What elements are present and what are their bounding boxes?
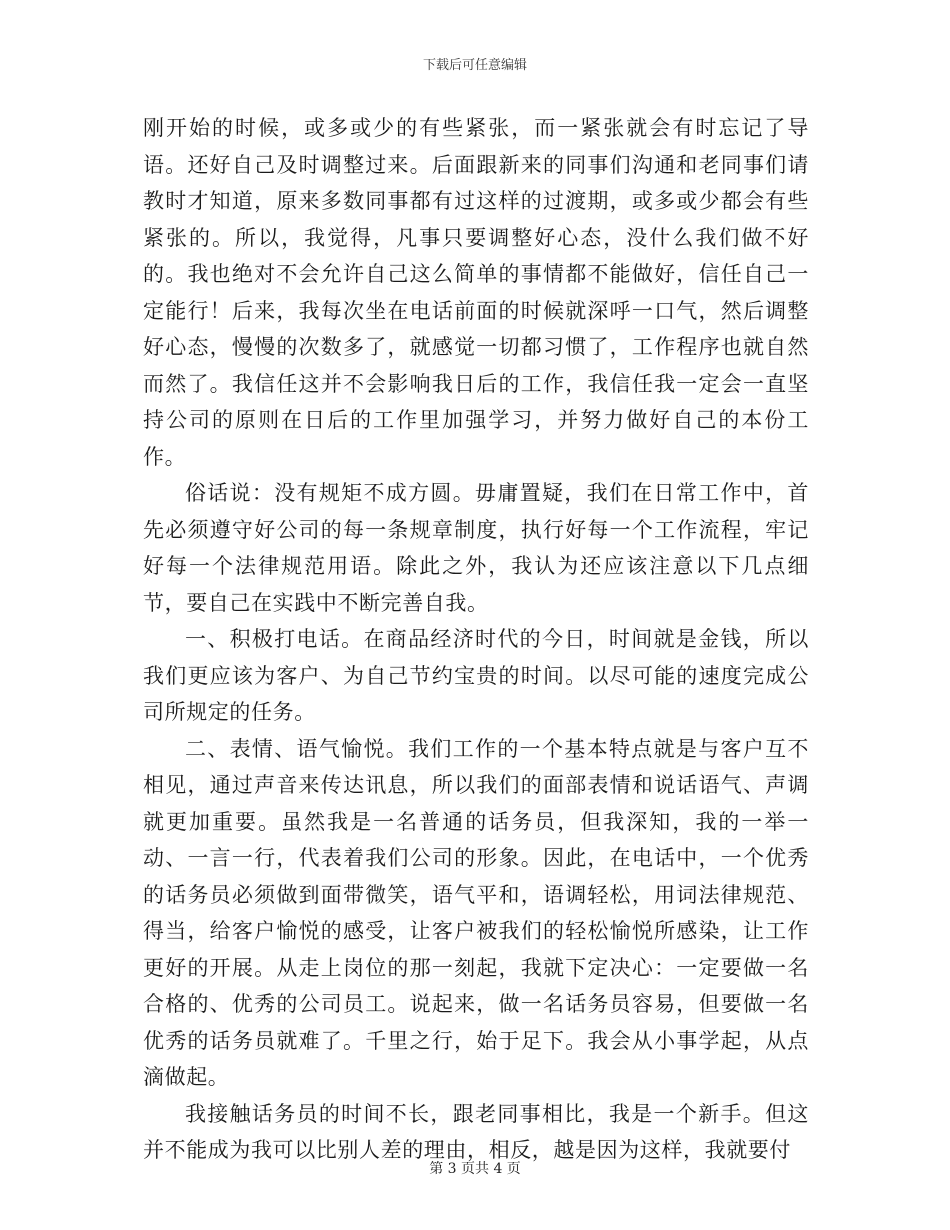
paragraph-4: 二、表情、语气愉悦。我们工作的一个基本特点就是与客户互不相见，通过声音来传达讯息，所以我们的面部表情和说话语气、声调就更加重要。虽然我是一名普通的话务员，但我深知，我的一举一动、一言一行，代表着我们公司的形象。因此，在电话中，一个优秀的话务员必须做到面带微笑，语气平和，语调轻松，用词法律规范、得当，给客户愉悦的感受，让客户被我们的轻松愉悦所感染，让工作更好的开展。从走上岗位的那一刻起，我就下定决心：一定要做一名合格的、优秀的公司员工。说起来，做一名话务员容易，但要做一名优秀的话务员就难了。千里之行，始于足下。我会从小事学起，从点滴做起。 [143,736,809,1089]
paragraph-2: 俗话说：没有规矩不成方圆。毋庸置疑，我们在日常工作中，首先必须遵守好公司的每一条规章制度，执行好每一个工作流程，牢记好每一个法律规范用语。除此之外，我认为还应该注意以下几点细节，要自己在实践中不断完善自我。 [143,481,809,615]
paragraph-1: 刚开始的时候，或多或少的有些紧张，而一紧张就会有时忘记了导语。还好自己及时调整过来。后面跟新来的同事们沟通和老同事们请教时才知道，原来多数同事都有过这样的过渡期，或多或少都会有些紧张的。所以，我觉得，凡事只要调整好心态，没什么我们做不好的。我也绝对不会允许自己这么简单的事情都不能做好，信任自己一定能行！后来，我每次坐在电话前面的时候就深呼一口气，然后调整好心态，慢慢的次数多了，就感觉一切都习惯了，工作程序也就自然而然了。我信任这并不会影响我日后的工作，我信任我一定会一直坚持公司的原则在日后的工作里加强学习，并努力做好自己的本份工作。 [143,116,809,469]
paragraph-3: 一、积极打电话。在商品经济时代的今日，时间就是金钱，所以我们更应该为客户、为自己节约宝贵的时间。以尽可能的速度完成公司所规定的任务。 [143,627,809,724]
paragraph-5: 我接触话务员的时间不长，跟老同事相比，我是一个新手。但这并不能成为我可以比别人差的理由，相反，越是因为这样，我就要付 [143,1101,809,1162]
page-header: 下载后可任意编辑 [422,58,527,73]
page-footer: 第 3 页共 4 页 [429,1161,521,1177]
document-body [143,110,809,1169]
